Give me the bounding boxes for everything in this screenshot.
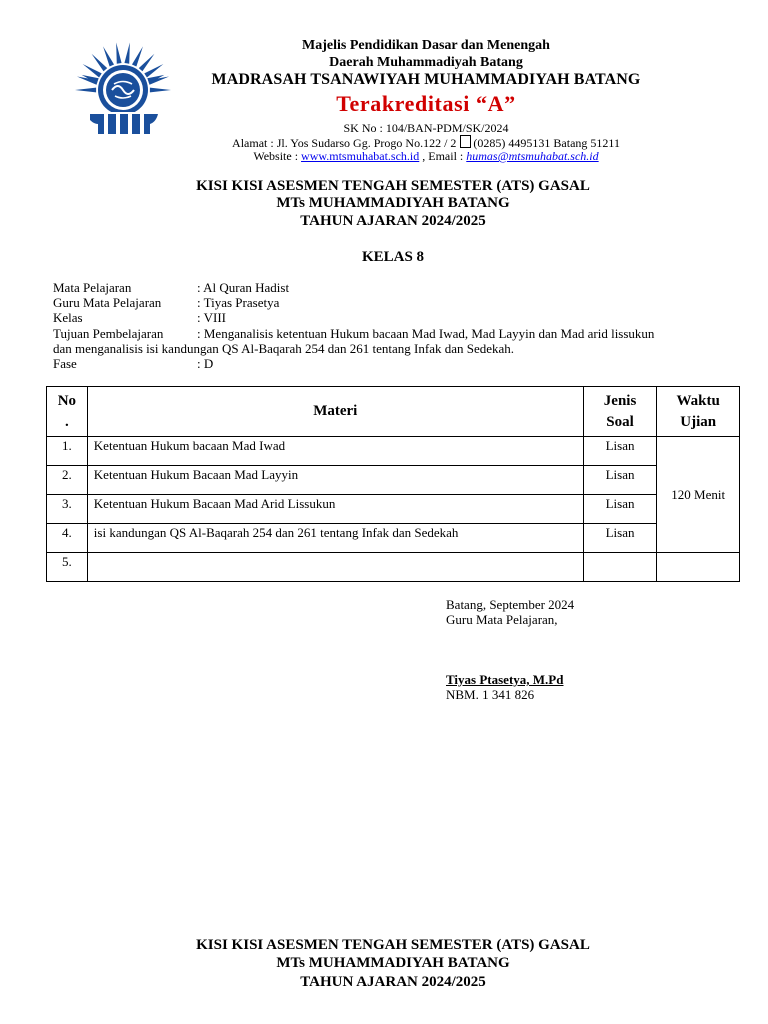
sun-ray [103, 46, 114, 66]
phone-icon [460, 135, 471, 148]
sun-ray [150, 88, 171, 93]
sk-number: SK No : 104/BAN-PDM/SK/2024 [343, 121, 509, 135]
signature-name: Tiyas Ptasetya, M.Pd [446, 672, 564, 687]
next-page-title-line-1: KISI KISI ASESMEN TENGAH SEMESTER (ATS) GASAL [196, 937, 590, 953]
website-link[interactable]: www.mtsmuhabat.sch.id [301, 149, 420, 163]
cell-jenis: Lisan [583, 524, 657, 553]
info-label: Tujuan Pembelajaran [53, 326, 164, 341]
cell-jenis [583, 553, 657, 582]
email-link[interactable]: humas@mtsmuhabat.sch.id [466, 149, 599, 163]
sun-ray [75, 88, 96, 93]
document-title-line-3: TAHUN AJARAN 2024/2025 [300, 213, 486, 229]
info-label: Kelas [53, 310, 83, 325]
header-jenis-soal: Jenis Soal [583, 387, 657, 437]
next-page-title-line-2: MTs MUHAMMADIYAH BATANG [276, 955, 510, 971]
class-heading: KELAS 8 [361, 249, 425, 265]
cell-materi: Ketentuan Hukum Bacaan Mad Arid Lissukun [87, 495, 583, 524]
next-page-title-line-3: TAHUN AJARAN 2024/2025 [300, 974, 486, 990]
address-text: Alamat : Jl. Yos Sudarso Gg. Progo No.122 / 2 [232, 136, 457, 150]
info-label: Fase [53, 356, 77, 371]
info-tujuan-continuation: dan menganalisis isi kandungan QS Al-Baqarah 254 dan 261 tentang Infak dan Sedekah. [53, 341, 515, 356]
header-waktu-ujian: Waktu Ujian [657, 387, 740, 437]
info-value: : VIII [197, 310, 227, 325]
website-label: Website : [253, 149, 299, 163]
cell-no: 1. [47, 437, 88, 466]
phone-text: (0285) 4495131 Batang 51211 [473, 136, 620, 150]
cell-materi [87, 553, 583, 582]
letterhead-line-majelis: Majelis Pendidikan Dasar dan Menengah [302, 38, 550, 53]
table-row [47, 553, 740, 582]
cell-jenis: Lisan [583, 466, 657, 495]
letterhead-line-daerah: Daerah Muhammadiyah Batang [329, 55, 523, 70]
contact-line [186, 149, 666, 164]
cell-materi: isi kandungan QS Al-Baqarah 254 dan 261 tentang Infak dan Sedekah [87, 524, 583, 553]
sun-ray [144, 64, 163, 77]
cell-materi: Ketentuan Hukum bacaan Mad Iwad [87, 437, 583, 466]
signature-nbm: NBM. 1 341 826 [446, 687, 535, 702]
info-label: Mata Pelajaran [53, 280, 132, 295]
info-value: : Tiyas Prasetya [197, 295, 280, 310]
document-title-line-1: KISI KISI ASESMEN TENGAH SEMESTER (ATS) GASAL [196, 178, 590, 194]
cell-waktu: 120 Menit [657, 437, 740, 553]
sun-ray [83, 64, 102, 77]
letterhead-school-name: MADRASAH TSANAWIYAH MUHAMMADIYAH BATANG [211, 71, 641, 88]
cell-waktu-empty [657, 553, 740, 582]
sun-ray [116, 42, 121, 63]
table-row [47, 524, 740, 553]
info-value: : D [197, 356, 214, 371]
cell-materi: Ketentuan Hukum Bacaan Mad Layyin [87, 466, 583, 495]
info-value: : Al Quran Hadist [197, 280, 290, 295]
sun-ray [139, 54, 155, 72]
accreditation-badge: Terakreditasi “A” [336, 91, 516, 116]
sun-ray [124, 42, 129, 63]
muhammadiyah-logo [60, 38, 186, 138]
table-row [47, 437, 740, 466]
sun-ray [132, 46, 143, 66]
table-row [47, 466, 740, 495]
header-no: No . [47, 387, 88, 437]
info-label: Guru Mata Pelajaran [53, 295, 162, 310]
document-title-line-2: MTs MUHAMMADIYAH BATANG [276, 195, 510, 211]
table-header-row [47, 387, 740, 437]
signature-role: Guru Mata Pelajaran, [446, 612, 558, 627]
sun-ray [92, 54, 108, 72]
email-label: , Email : [422, 149, 464, 163]
header-materi: Materi [87, 387, 583, 437]
cell-jenis: Lisan [583, 495, 657, 524]
cell-no: 5. [47, 553, 88, 582]
cell-no: 4. [47, 524, 88, 553]
info-value: : Menganalisis ketentuan Hukum bacaan Mad Iwad, Mad Layyin dan Mad arid lissukun [197, 326, 655, 341]
table-row [47, 495, 740, 524]
cell-jenis: Lisan [583, 437, 657, 466]
signature-place-date: Batang, September 2024 [446, 597, 575, 612]
cell-no: 2. [47, 466, 88, 495]
cell-no: 3. [47, 495, 88, 524]
materi-table [46, 386, 740, 582]
